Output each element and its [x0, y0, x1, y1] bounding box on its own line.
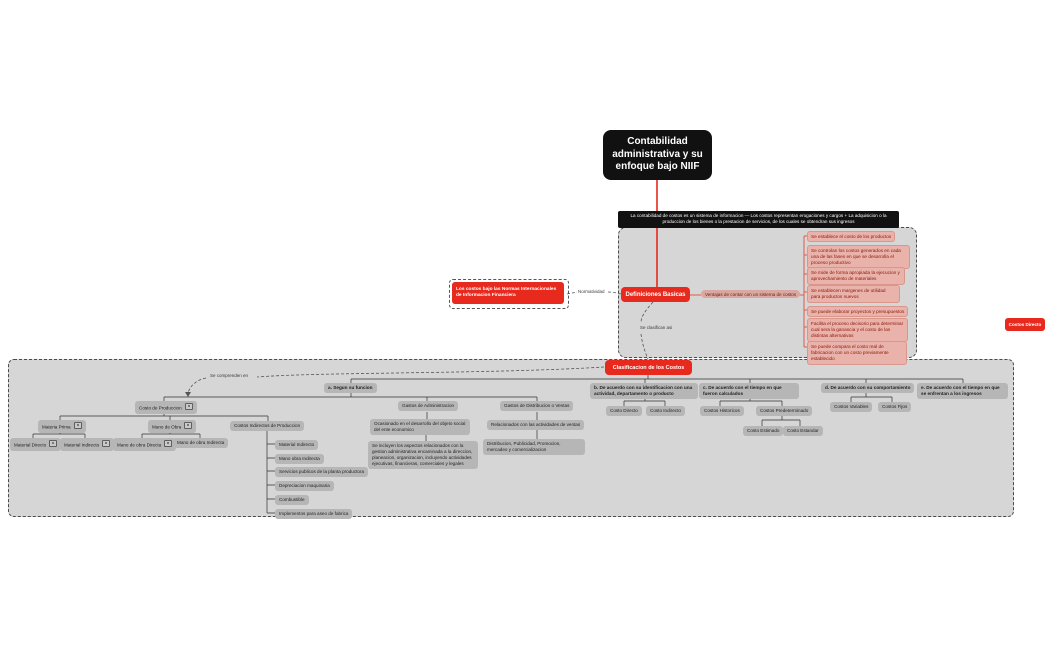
- image-icon[interactable]: [164, 440, 172, 447]
- gastos-administracion-nota2[interactable]: Se incluyen los aspectos relacionados con la gestion administrativa encaminada a la direccion, planeacion, organizacion, incluyendo actividades ejecutivas, financieras, comerciales y legales: [368, 441, 478, 469]
- ci-item[interactable]: Implementos para aseo de fabrica: [275, 509, 352, 519]
- costo-produccion-label: Costo de Produccion: [139, 405, 182, 411]
- image-icon[interactable]: [102, 440, 110, 447]
- se-clasifican-label[interactable]: Se clasifican asi: [640, 325, 673, 330]
- costo-directo-node[interactable]: Costo Directo: [606, 406, 642, 416]
- image-icon[interactable]: [184, 422, 192, 429]
- definiciones-node-label: Definiciones Basicas: [625, 291, 686, 298]
- normatividad-node[interactable]: [452, 282, 564, 304]
- ci-item[interactable]: Material Indirecto: [275, 440, 318, 450]
- image-icon[interactable]: [185, 403, 193, 410]
- ventaja-item[interactable]: Se controlan los costos generados en cada una de las fases en que se desarrolla el proceso productivo: [807, 245, 910, 269]
- ci-item[interactable]: Mano obra Indirecta: [275, 454, 324, 464]
- categoria-e-node[interactable]: e. De acuerdo con el tiempo en que se enfrentan a los ingresos: [917, 383, 1008, 399]
- clasificacion-node[interactable]: [605, 360, 692, 375]
- image-icon[interactable]: [74, 422, 82, 429]
- intro-bar-text: La contabilidad de costos es un sistema de informacion — Los costos representan erogaciones y cargos + La adquisicion o la produccion de los bienes o la prestacion de servicios, de los cuales se obtendran sus ingresos: [630, 212, 887, 225]
- materia-prima-node[interactable]: [38, 420, 86, 433]
- normatividad-connector-label[interactable]: Normatividad: [578, 289, 605, 294]
- mano-obra-directa-label: Mano de obra Directa: [117, 442, 162, 448]
- root-topic[interactable]: [603, 130, 712, 180]
- ventaja-item[interactable]: Se establece el costo de los productos: [807, 231, 895, 242]
- costos-predeterminado-node[interactable]: Costos Predeterminado: [756, 406, 812, 416]
- ventaja-item[interactable]: Facilita el proceso decisorio para determinar cual sera la ganancia y el costo de las distintas alternativas: [807, 318, 908, 342]
- costos-historicos-node[interactable]: Costos Historicos: [700, 406, 744, 416]
- categoria-b-node[interactable]: b. De acuerdo con su identificacion con una actividad, departamento o producto: [590, 383, 698, 399]
- mano-obra-directa-node[interactable]: [113, 438, 176, 451]
- ci-item[interactable]: Combustible: [275, 495, 309, 505]
- materia-prima-label: Materia Prima: [42, 424, 71, 430]
- categoria-d-node[interactable]: d. De acuerdo con su comportamiento: [821, 383, 914, 393]
- intro-bar-node[interactable]: [618, 211, 899, 228]
- categoria-c-node[interactable]: c. De acuerdo con el tiempo en que fueron calculados: [699, 383, 799, 399]
- ventajas-node[interactable]: [701, 290, 800, 298]
- image-icon[interactable]: [49, 440, 57, 447]
- ci-item[interactable]: Servicios publicos de la planta productora: [275, 467, 368, 477]
- costo-produccion-node[interactable]: [135, 401, 197, 414]
- root-topic-label: Contabilidad administrativa y su enfoque bajo NIIF: [612, 136, 703, 173]
- categoria-a-node[interactable]: a. Segun su funcion: [324, 383, 377, 393]
- mano-obra-label: Mano de Obra: [152, 424, 182, 430]
- material-directo-label: Material Directo: [14, 442, 47, 448]
- mano-obra-node[interactable]: [148, 420, 196, 433]
- material-directo-node[interactable]: [10, 438, 61, 451]
- gastos-distribucion-nota1[interactable]: Relacionados con las actividades de ventas: [487, 420, 584, 430]
- gastos-distribucion-node[interactable]: Gastos de Distribucion o Ventas: [500, 401, 573, 411]
- gastos-administracion-nota1[interactable]: Ocasionado en el desarrollo del objeto social del ente economico: [370, 419, 470, 435]
- costos-indirectos-node[interactable]: Costos Indirectos de Produccion: [230, 421, 304, 431]
- ventaja-item[interactable]: Se establecen margenes de utilidad para productos nuevos: [807, 285, 900, 303]
- costos-fijos-node[interactable]: Costos Fijos: [878, 402, 911, 412]
- costo-indirecto-node[interactable]: Costo Indirecto: [646, 406, 685, 416]
- mano-obra-indirecta-node[interactable]: Mano de obra Indirecta: [173, 438, 228, 448]
- ci-item[interactable]: Depreciacion maquinaria: [275, 481, 334, 491]
- normatividad-node-label: Los costos bajo las Normas Internacionales de Informacion Financiera: [456, 286, 557, 298]
- costos-directo-floating-label: Costos Directo: [1008, 322, 1042, 327]
- gastos-administracion-node[interactable]: Gastos de Administracion: [398, 401, 458, 411]
- material-indirecto-node[interactable]: [60, 438, 114, 451]
- costo-estimado-node[interactable]: Costo Estimado: [743, 426, 783, 436]
- ventaja-item[interactable]: Se puede elaborar proyectos y presupuestos: [807, 306, 908, 317]
- ventaja-item[interactable]: Se mide de forma apropiada la ejecucion y aprovechamiento de materiales: [807, 267, 905, 285]
- clasificacion-node-label: Clasificacion de los Costos: [612, 364, 685, 371]
- ventajas-node-label: Ventajas de contar con un sistema de costos: [705, 291, 797, 297]
- material-indirecto-label: Material Indirecto: [64, 442, 100, 448]
- gastos-distribucion-nota2[interactable]: Distribucion, Publicidad, Promocion, mercadeo y comercializacion: [483, 439, 585, 455]
- costo-estandar-node[interactable]: Costo Estandar: [783, 426, 823, 436]
- costos-directo-floating-node[interactable]: [1005, 318, 1045, 331]
- definiciones-node[interactable]: [621, 287, 690, 302]
- costos-variables-node[interactable]: Costos Variables: [830, 402, 872, 412]
- ventaja-item[interactable]: Se puede compara el costo real de fabricacion con un costo previamente establecido: [807, 341, 907, 365]
- se-comprenden-label[interactable]: Se comprenden en: [210, 373, 249, 378]
